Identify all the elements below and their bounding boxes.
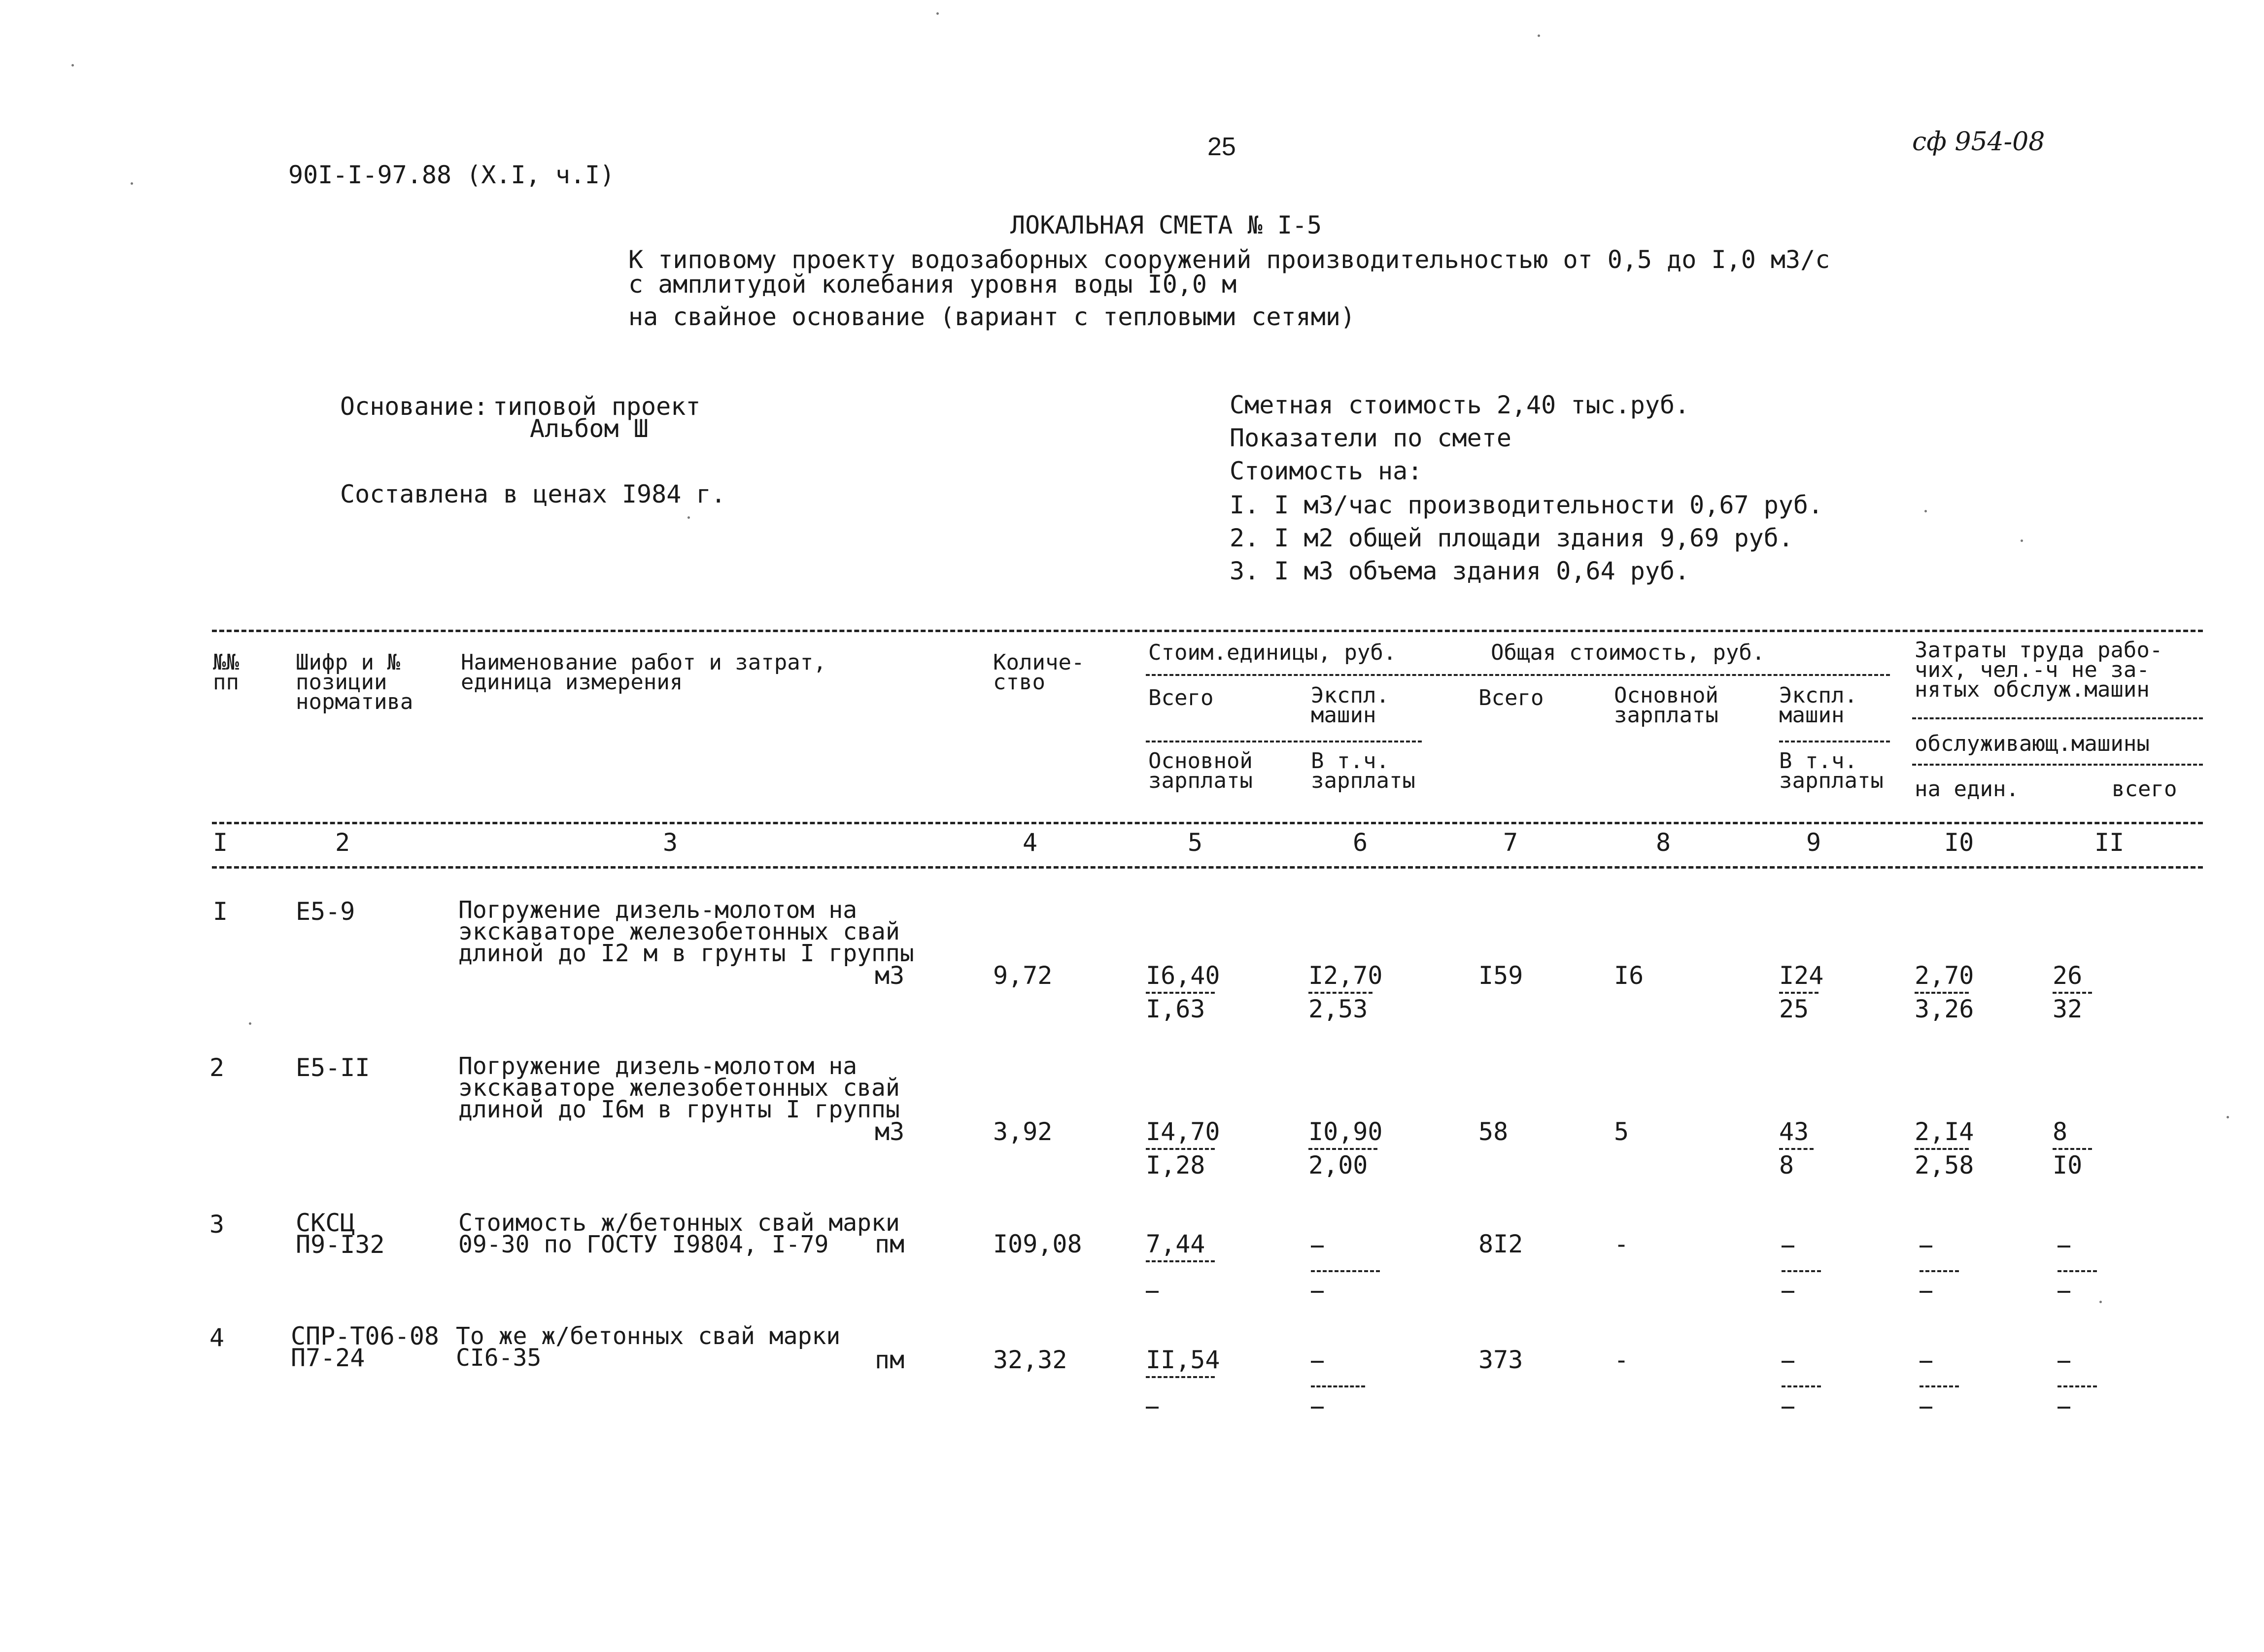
header-total-base-salary: Основной зарплаты xyxy=(1614,683,1718,728)
unit-machines: I0,90 xyxy=(1308,1117,1383,1146)
labor-total-service: I0 xyxy=(2053,1151,2083,1180)
empty-value-dash xyxy=(1920,1407,1932,1409)
total-machines: 43 xyxy=(1779,1117,1809,1146)
scan-speck xyxy=(2227,1116,2229,1118)
row-name: Стоимость ж/бетонных свай марки 09-30 по ГОСТУ I9804, I-79 xyxy=(458,1209,900,1258)
scan-speck xyxy=(1538,34,1540,37)
column-number-6: 6 xyxy=(1353,828,1368,857)
empty-value-dash xyxy=(2058,1361,2070,1363)
unit-machines-fraction xyxy=(1308,1119,1383,1178)
unit-total-fraction xyxy=(1146,1232,1215,1265)
column-number-11: II xyxy=(2094,828,2125,857)
row-code: Е5-II xyxy=(296,1053,370,1082)
unit-base-salary: I,63 xyxy=(1146,995,1205,1023)
total-all: 373 xyxy=(1478,1346,1523,1374)
header-total-all: Всего xyxy=(1478,685,1544,710)
machines-sub-rule xyxy=(1779,741,1890,742)
labor-unit: 2,70 xyxy=(1915,961,1974,990)
total-all: I59 xyxy=(1478,961,1523,990)
fraction-bar xyxy=(2058,1385,2097,1387)
indicator-item-3: 3. I м3 объема здания 0,64 руб. xyxy=(1230,557,1690,585)
column-number-rule xyxy=(212,866,2203,869)
unit-total: II,54 xyxy=(1146,1346,1220,1374)
total-incl-salary: 8 xyxy=(1779,1151,1794,1180)
row-name: Погружение дизель-молотом на экскаваторе железобетонных свай длиной до I6м в грунты I группы xyxy=(458,1052,900,1123)
indicator-item-1: I. I м3/час производительности 0,67 руб. xyxy=(1230,491,1823,519)
empty-value-dash xyxy=(1311,1291,1324,1293)
table-top-rule xyxy=(212,630,2203,632)
title-line-1: К типовому проекту водозаборных сооружений производительностью от 0,5 до I,0 м3/с xyxy=(628,245,1830,274)
row-quantity: I09,08 xyxy=(993,1230,1082,1258)
header-total-machines: Экспл. машин xyxy=(1779,683,1857,728)
basis-value-1: типовой проект xyxy=(493,392,701,421)
total-base-salary: 5 xyxy=(1614,1117,1629,1146)
column-number-1: I xyxy=(213,828,228,857)
scan-speck xyxy=(249,1022,251,1025)
scan-speck xyxy=(936,12,939,15)
total-base-salary: I6 xyxy=(1614,961,1644,990)
empty-value-dash xyxy=(1920,1361,1932,1363)
empty-value-dash xyxy=(1782,1361,1794,1363)
unit-total-fraction xyxy=(1146,963,1220,1021)
labor-total-fraction xyxy=(2053,963,2092,1021)
header-quantity: Количе- ство xyxy=(993,650,1085,695)
indicators-label: Показатели по смете xyxy=(1230,424,1511,452)
header-bottom-rule xyxy=(212,822,2203,824)
header-labor-per-unit: на един. xyxy=(1915,776,2019,802)
header-total-incl-salary: В т.ч. зарплаты xyxy=(1779,748,1884,793)
total-incl-salary: 25 xyxy=(1779,995,1809,1023)
row-code: Е5-9 xyxy=(296,897,355,926)
document-code: 90I-I-97.88 (X.I, ч.I) xyxy=(288,161,615,189)
empty-value-dash xyxy=(1311,1361,1324,1363)
unit-total: I6,40 xyxy=(1146,961,1220,990)
total-machines-fraction xyxy=(1779,1119,1814,1178)
header-row-number: №№ пп xyxy=(213,650,239,695)
labor-total-fraction xyxy=(2053,1119,2092,1178)
row-number: 3 xyxy=(209,1210,225,1239)
column-number-2: 2 xyxy=(335,828,350,857)
basis-label: Основание: xyxy=(340,392,489,421)
labor-service-rule xyxy=(1912,764,2203,766)
unit-total: I4,70 xyxy=(1146,1117,1220,1146)
unit-machines: I2,70 xyxy=(1308,961,1383,990)
column-number-4: 4 xyxy=(1023,828,1038,857)
row-unit: пм xyxy=(875,1346,905,1374)
header-unit-cost-group: Стоим.единицы, руб. xyxy=(1148,640,1397,665)
empty-value-dash xyxy=(2058,1407,2070,1409)
scan-speck xyxy=(131,182,133,185)
row-name: То же ж/бетонных свай марки СI6-35 xyxy=(456,1322,841,1372)
estimate-title: ЛОКАЛЬНАЯ СМЕТА № I-5 xyxy=(1010,211,1322,239)
header-total-cost-group: Общая стоимость, руб. xyxy=(1491,640,1765,665)
header-name: Наименование работ и затрат, единица измерения xyxy=(461,650,826,695)
empty-value-dash xyxy=(1782,1291,1794,1293)
scan-speck xyxy=(1924,510,1927,512)
total-base-salary: - xyxy=(1614,1230,1629,1258)
fraction-bar xyxy=(1920,1385,1959,1387)
total-machines-fraction xyxy=(1779,963,1823,1021)
row-number: 2 xyxy=(209,1053,225,1082)
fraction-bar xyxy=(1782,1270,1821,1272)
labor-unit-service: 3,26 xyxy=(1915,995,1974,1023)
column-number-7: 7 xyxy=(1503,828,1518,857)
column-number-3: 3 xyxy=(663,828,678,857)
total-all: 58 xyxy=(1478,1117,1509,1146)
unit-total: 7,44 xyxy=(1146,1230,1205,1258)
fraction-bar xyxy=(1311,1385,1365,1387)
labor-unit-fraction xyxy=(1915,1119,1974,1178)
header-unit-total: Всего xyxy=(1148,685,1214,710)
unit-machines-fraction xyxy=(1308,963,1383,1021)
labor-unit-fraction xyxy=(1915,963,1974,1021)
page-number: 25 xyxy=(1207,133,1236,161)
unit-cost-sub-rule xyxy=(1146,741,1422,742)
unit-total-fraction xyxy=(1146,1348,1220,1381)
header-labor-group: Затраты труда рабо- чих, чел.-ч не за- нятых обслуж.машин xyxy=(1915,638,2163,702)
scan-speck xyxy=(2099,1301,2102,1303)
empty-value-dash xyxy=(1782,1246,1794,1247)
header-labor-total: всего xyxy=(2112,776,2177,802)
row-quantity: 3,92 xyxy=(993,1117,1053,1146)
row-number: I xyxy=(213,897,228,926)
empty-value-dash xyxy=(2058,1246,2070,1247)
row-unit: м3 xyxy=(875,961,905,990)
unit-incl-salary: 2,00 xyxy=(1308,1151,1368,1180)
total-all: 8I2 xyxy=(1478,1230,1523,1258)
basis-value-2: Альбом Ш xyxy=(530,414,649,443)
row-code: СКСЦ П9-I32 xyxy=(296,1209,385,1259)
fraction-bar xyxy=(2058,1270,2097,1272)
scan-speck xyxy=(71,64,74,67)
row-quantity: 32,32 xyxy=(993,1346,1067,1374)
row-name: Погружение дизель-молотом на экскаваторе железобетонных свай длиной до I2 м в грунты I группы xyxy=(458,896,914,967)
indicator-item-2: 2. I м2 общей площади здания 9,69 руб. xyxy=(1230,524,1793,552)
header-code: Шифр и № позиции норматива xyxy=(296,650,413,714)
total-base-salary: - xyxy=(1614,1346,1629,1374)
empty-value-dash xyxy=(2058,1291,2070,1293)
column-number-10: I0 xyxy=(1944,828,1974,857)
labor-total-service: 32 xyxy=(2053,995,2083,1023)
row-code: СПР-Т06-08 П7-24 xyxy=(291,1322,440,1372)
labor-unit: 2,I4 xyxy=(1915,1117,1974,1146)
empty-value-dash xyxy=(1311,1246,1324,1247)
empty-value-dash xyxy=(1920,1291,1932,1293)
column-number-5: 5 xyxy=(1188,828,1203,857)
column-number-8: 8 xyxy=(1656,828,1671,857)
scan-speck xyxy=(2021,539,2023,542)
prices-year: Составлена в ценах I984 г. xyxy=(340,480,726,508)
header-unit-incl-salary: В т.ч. зарплаты xyxy=(1311,748,1415,793)
fraction-bar xyxy=(1782,1385,1821,1387)
row-number: 4 xyxy=(209,1323,225,1352)
unit-total-fraction xyxy=(1146,1119,1220,1178)
header-unit-machines: Экспл. машин xyxy=(1311,683,1389,728)
empty-value-dash xyxy=(1920,1246,1932,1247)
row-quantity: 9,72 xyxy=(993,961,1053,990)
labor-total: 8 xyxy=(2053,1117,2068,1146)
row-unit: пм xyxy=(875,1230,905,1258)
empty-value-dash xyxy=(1782,1407,1794,1409)
header-labor-service: обслуживающ.машины xyxy=(1915,731,2150,756)
fraction-bar xyxy=(1920,1270,1959,1272)
labor-total: 26 xyxy=(2053,961,2083,990)
empty-value-dash xyxy=(1311,1407,1324,1409)
row-unit: м3 xyxy=(875,1117,905,1146)
cost-per-label: Стоимость на: xyxy=(1230,457,1423,485)
estimated-cost: Сметная стоимость 2,40 тыс.руб. xyxy=(1230,391,1690,419)
unit-incl-salary: 2,53 xyxy=(1308,995,1368,1023)
unit-cost-group-rule xyxy=(1146,674,1890,676)
total-machines: I24 xyxy=(1779,961,1824,990)
handwritten-reference: сф 954-08 xyxy=(1912,127,2045,157)
title-line-2: с амплитудой колебания уровня воды I0,0 м xyxy=(628,270,1237,299)
title-line-3: на свайное основание (вариант с тепловыми сетями) xyxy=(628,303,1356,331)
empty-value-dash xyxy=(1146,1291,1159,1293)
labor-group-rule xyxy=(1912,717,2203,719)
header-unit-base-salary: Основной зарплаты xyxy=(1148,748,1253,793)
unit-base-salary: I,28 xyxy=(1146,1151,1205,1180)
fraction-bar xyxy=(1311,1270,1380,1272)
scan-speck xyxy=(687,516,690,519)
column-number-9: 9 xyxy=(1806,828,1821,857)
labor-unit-service: 2,58 xyxy=(1915,1151,1974,1180)
empty-value-dash xyxy=(1146,1407,1159,1409)
